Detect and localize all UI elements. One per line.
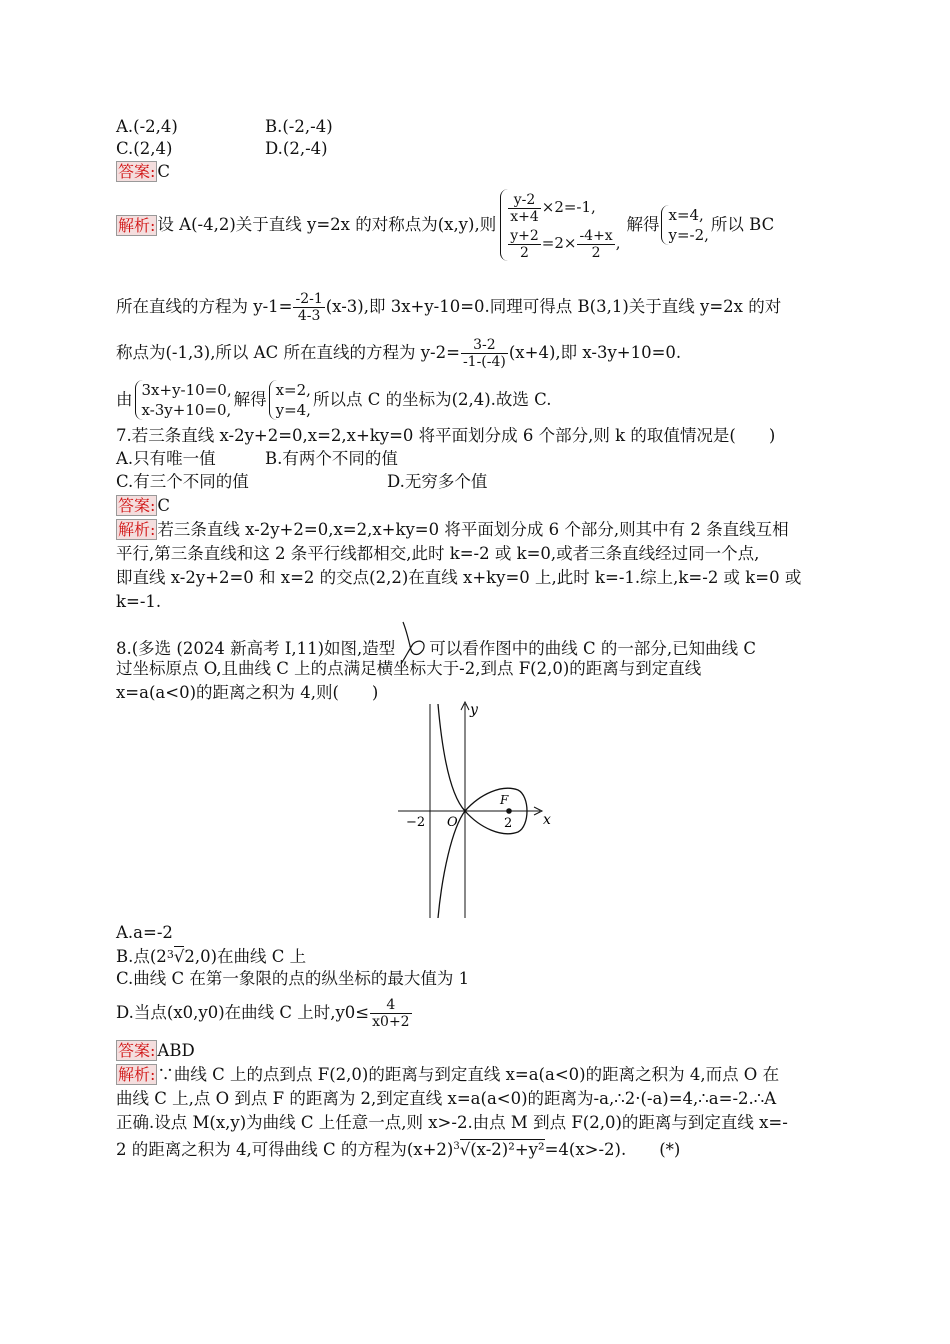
tick-label-2: 2	[504, 816, 513, 831]
q8-option-a: A.a=-2	[116, 923, 173, 942]
y-axis-label: y	[470, 702, 478, 718]
q6-option-a: A.(-2,4)	[116, 117, 178, 136]
q8-analysis-line3: 正确.设点 M(x,y)为曲线 C 上任意一点,则 x>-2.由点 M 到点 F(2,0)的距离与到定直线 x=-	[116, 1113, 788, 1132]
q7-option-a: A.只有唯一值	[116, 449, 216, 468]
q6-option-b: B.(-2,-4)	[265, 117, 333, 136]
tick-label-neg2: −2	[406, 815, 426, 830]
q6-analysis-line4: 由 3x+y-10=0, x-3y+10=0, 解得 x=2, y=4, 所以点 C 的坐标为(2,4).故选 C.	[116, 381, 552, 419]
analysis-label: 解析:	[118, 520, 156, 539]
q8-option-b: B.点$(2^3√2,0)$在曲线 C 上	[116, 947, 307, 966]
analysis-text: 解得	[626, 215, 660, 234]
focus-point	[506, 808, 512, 814]
q6-analysis-line1	[116, 186, 774, 264]
q8-analysis-line4: 2 的距离之积为 4,可得曲线 C 的方程为$(x+2)^3√(x-2)^2+y^2=4(x>-2)$. (*)	[116, 1140, 681, 1159]
q7-answer: C	[157, 496, 171, 515]
x-axis-label: x	[543, 812, 551, 828]
q7-analysis-line1: 解析: 若三条直线 x-2y+2=0,x=2,x+ky=0 将平面划分成 6 个部分,则其中有 2 条直线互相	[118, 520, 789, 539]
q7-option-c: C.有三个不同的值	[116, 472, 249, 491]
fraction: $\frac{y-2}{x+4}$	[510, 191, 539, 225]
fraction: $\frac{-2-1}{4-3}$	[295, 290, 323, 324]
analysis-text: 设 A(-4,2)关于直线 y=2x 的对称点为(x,y),则	[157, 215, 497, 234]
fraction: $\frac{3-2}{-1-(-4)}$	[462, 336, 506, 370]
equation-system: 3x+y-10=0, x-3y+10=0,	[135, 380, 232, 420]
q8-analysis-line1: 解析: ∵曲线 C 上的点到点 F(2,0)的距离与到定直线 x=a(a<0)的距离之积为 4,而点 O 在	[118, 1065, 780, 1084]
analysis-text: 所以 BC	[710, 215, 775, 234]
fraction: $\frac{y+2}{2}$	[510, 227, 539, 261]
analysis-label: 解析:	[118, 1065, 156, 1084]
q7-option-b: B.有两个不同的值	[265, 449, 398, 468]
q7-analysis-line4: k=-1.	[116, 592, 162, 611]
q8-stem-line1: 8.(多选 (2024 新高考 Ⅰ,11)如图,造型 可以看作图中的曲线 C 的一部分,已知曲线 C	[116, 634, 756, 664]
q8-stem-line3: x=a(a<0)的距离之积为 4,则( )	[116, 683, 379, 702]
q8-answer: ABD	[157, 1041, 195, 1060]
analysis-label: 解析:	[118, 215, 156, 235]
q6-option-c: C.(2,4)	[116, 139, 173, 158]
q8-option-d: D.当点(x0,y0)在曲线 C 上时,y0≤ $\frac{4}{x0+2}$	[116, 996, 410, 1030]
q6-answer: C	[157, 162, 171, 181]
fraction: $\frac{-4+x}{2}$	[579, 227, 613, 261]
solution-system: x=4, y=-2,	[661, 205, 708, 245]
q6-answer-row	[116, 161, 170, 183]
origin-label: O	[447, 815, 458, 830]
answer-label: 答案:	[118, 162, 156, 181]
q7-answer-row	[116, 495, 170, 517]
answer-label: 答案:	[118, 496, 156, 515]
answer-label: 答案:	[118, 1041, 156, 1060]
q7-option-d: D.无穷多个值	[387, 472, 488, 491]
q8-option-c: C.曲线 C 在第一象限的点的纵坐标的最大值为 1	[116, 969, 470, 988]
q7-stem: 7.若三条直线 x-2y+2=0,x=2,x+ky=0 将平面划分成 6 个部分,则 k 的取值情况是( )	[116, 426, 776, 445]
fraction: $\frac{4}{x0+2}$	[372, 996, 410, 1030]
q8-stem-line2: 过坐标原点 O,且曲线 C 上的点满足横坐标大于-2,到点 F(2,0)的距离与到定直线	[116, 659, 702, 678]
q7-analysis-line2: 平行,第三条直线和这 2 条平行线都相交,此时 k=-2 或 k=0,或者三条直线经过同一个点,	[116, 544, 760, 563]
q6-analysis-line2: 所在直线的方程为 y-1= $\frac{-2-1}{4-3}$ (x-3),即 3x+y-10=0.同理可得点 B(3,1)关于直线 y=2x 的对	[116, 290, 782, 324]
equation-system: $\frac{y-2}{x+4}$ ×2=-1, $\frac{y+2}{2}$ =2× $\frac{-4+x}{2}$ ,	[500, 189, 620, 261]
q7-analysis-line3: 即直线 x-2y+2=0 和 x=2 的交点(2,2)在直线 x+ky=0 上,此时 k=-1.综上,k=-2 或 k=0 或	[116, 568, 802, 587]
solution-system: x=2, y=4,	[269, 380, 311, 420]
q6-option-d: D.(2,-4)	[265, 139, 328, 158]
q8-answer-row	[116, 1040, 195, 1062]
curve-figure	[390, 700, 560, 922]
q8-analysis-line2: 曲线 C 上,点 O 到点 F 的距离为 2,到定直线 x=a(a<0)的距离为-a,∴2·(-a)=4,∴a=-2.∴A	[116, 1089, 777, 1108]
focus-label: F	[500, 793, 509, 807]
q6-analysis-line3: 称点为(-1,3),所以 AC 所在直线的方程为 y-2= $\frac{3-2}{-1-(-4)}$ (x+4),即 x-3y+10=0.	[116, 336, 682, 370]
